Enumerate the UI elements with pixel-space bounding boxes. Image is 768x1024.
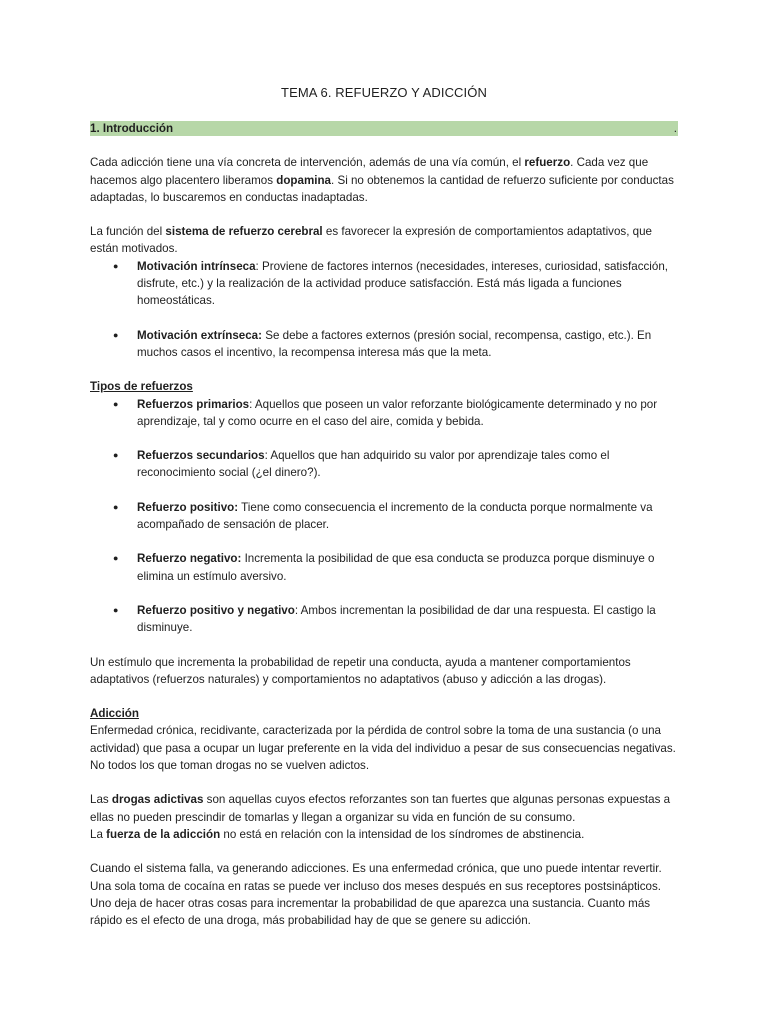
bullet-icon: ● [113,501,119,512]
list-item-text [137,604,656,634]
section-trailing-mark: . [673,122,677,136]
bullet-icon: ● [113,398,119,409]
text-segment: : Aquellos que poseen un valor reforzante biológicamente determinado y no por aprendizaje, tal y como ocurre en el caso del aire, comida y bebida. [137,397,658,428]
text-segment: Tiene como consecuencia el incremento de la conducta porque normalmente va acompañado de sensación de placer. [137,500,653,532]
motivation-list-item [90,258,678,310]
reinforcement-type-item [90,602,678,637]
drugs-paragraph [90,791,678,826]
section-label: 1. Introducción [90,122,174,136]
reinforcement-type-item [90,396,678,431]
text-segment: : Proviene de factores internos (necesidades, intereses, curiosidad, satisfacción, disfrute, etc.) y la realización de la actividad produce satisfacción. Está más ligada a funciones homeostáticas. [137,259,668,308]
document-title: TEMA 6. REFUERZO Y ADICCIÓN [281,85,487,100]
bullet-icon: ● [113,329,119,340]
bold-text-segment: dopamina [276,173,332,187]
motivation-list-item [90,327,678,362]
text-segment: : Ambos incrementan la posibilidad de dar una respuesta. El castigo la disminuye. [137,603,656,635]
text-segment: Incrementa la posibilidad de que esa conducta se produzca porque disminuye o elimina un estímulo aversivo. [137,552,655,583]
bold-text-segment: Refuerzo negativo: [137,552,242,566]
text-segment: La función del [90,225,166,239]
bold-text-segment: refuerzo [524,156,571,170]
list-item-text [137,329,651,359]
function-paragraph [90,223,678,258]
section-header-introduction [90,121,678,136]
bold-text-segment: drogas adictivas [111,793,204,807]
bullet-icon: ● [113,604,119,615]
text-segment: es favorecer la expresión de comportamientos adaptativos, que están motivados. [90,225,652,256]
bold-text-segment: Refuerzos primarios [137,397,250,411]
text-segment: : Aquellos que han adquirido su valor por aprendizaje tales como el reconocimiento social (¿el dinero?). [137,449,610,480]
reinforcement-types-list [90,396,678,637]
bullet-icon: ● [113,260,119,271]
reinforcement-type-item [90,499,678,534]
addiction-paragraph [90,722,678,774]
system-paragraph [90,860,678,929]
text-segment: Enfermedad crónica, recidivante, caracterizada por la pérdida de control sobre la toma de una sustancia (o una actividad) que pasa a ocupar un lugar preferente en la vida del individuo a pesar de sus consecuencias negativas. No todos los que toman drogas no se vuelven adictos. [90,724,676,773]
addiction-heading: Adicción [90,707,139,721]
list-item-text [137,449,609,479]
text-segment: son aquellas cuyos efectos reforzantes son tan fuertes que algunas personas expuestas a ellas no pueden prescindir de tomarlas y llegan a organizar su vida en función de su consumo. [90,793,671,824]
text-segment: Un estímulo que incrementa la probabilidad de repetir una conducta, ayuda a mantener comportamientos adaptativos (refuerzos naturales) y comportamientos no adaptativos (abuso y adicción a las drogas). [90,655,631,686]
reinforcement-type-item [90,550,678,585]
list-item-text [137,501,653,531]
motivation-list [90,258,678,361]
text-segment: . Si no obtenemos la cantidad de refuerzo suficiente por conductas adaptadas, lo buscaremos en conductas inadaptadas. [90,173,674,204]
bold-text-segment: Refuerzos secundarios [137,449,265,463]
bold-text-segment: Refuerzo positivo: [137,500,239,514]
bold-text-segment: Refuerzo positivo y negativo [137,603,295,617]
text-segment: La [90,827,107,841]
bold-text-segment: Motivación intrínseca [137,259,256,273]
bullet-icon: ● [113,450,119,461]
text-segment: Cada adicción tiene una vía concreta de intervención, además de una vía común, el [90,156,525,170]
stimulus-paragraph [90,654,678,689]
bold-text-segment: sistema de refuerzo cerebral [165,225,323,239]
force-paragraph [90,826,678,843]
text-segment: Se debe a factores externos (presión social, recompensa, castigo, etc.). En muchos casos el incentivo, la recompensa interesa más que la meta. [137,328,652,359]
bold-text-segment: fuerza de la adicción [106,827,221,841]
list-item-text [137,552,655,582]
list-item-text [137,260,668,308]
intro-paragraph [90,154,678,206]
list-item-text [137,398,657,428]
bullet-icon: ● [113,553,119,564]
reinforcement-type-item [90,447,678,482]
text-segment: Cuando el sistema falla, va generando adicciones. Es una enfermedad crónica, que uno puede intentar revertir. Una sola toma de cocaína en ratas se puede ver incluso dos meses después en sus receptores postsinápticos. Uno deja de hacer otras cosas para incrementar la probabilidad de que aparezca una sustancia. Cuanto más rápido es el efecto de una droga, más probabilidad hay de que se genere su adicción. [90,862,662,928]
text-segment: . Cada vez que hacemos algo placentero liberamos [90,156,649,187]
text-segment: no está en relación con la intensidad de los síndromes de abstinencia. [220,827,585,841]
types-heading: Tipos de refuerzos [90,380,193,394]
bold-text-segment: Motivación extrínseca: [137,328,262,342]
text-segment: Las [90,793,112,807]
